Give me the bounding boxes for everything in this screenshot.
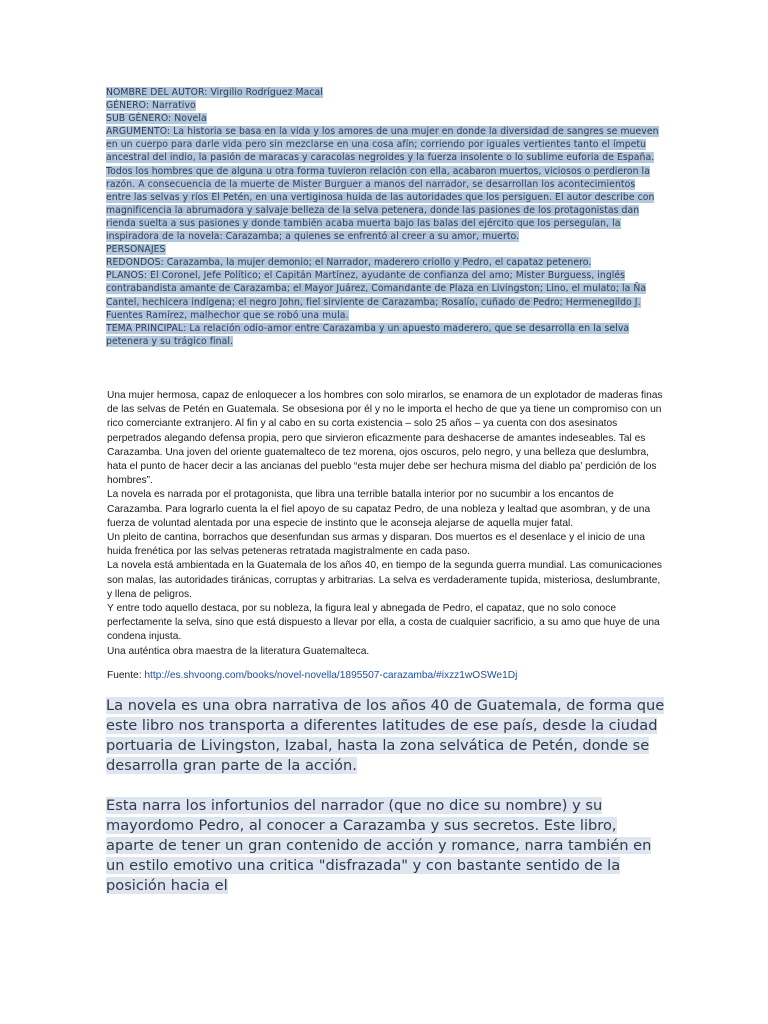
round-value: Carazamba, la mujer demonio; el Narrador, maderero criollo y Pedro, el capataz petenero. — [166, 257, 592, 269]
genre-line — [106, 99, 662, 112]
summary-paragraph-2 — [106, 796, 666, 896]
author-line — [106, 86, 662, 99]
flat-value: El Coronel, Jefe Político; el Capitán Martínez, ayudante de confianza del amo; Mister Burguess, inglés contrabandista amante de Carazamba; el Mayor Juárez, Comandante de Plaza en Livingston; Lino, el mulato; la Ña Cantel, hechicera indígena; el negro John, fiel sirviente de Carazamba; Rosalío, cuñado de Pedro; Hermenegildo J. Fuentes Ramírez, malhechor que se robó una mula. — [106, 270, 647, 321]
author-label: NOMBRE DEL AUTOR: — [106, 87, 208, 98]
argument-label: ARGUMENTO: — [106, 126, 171, 138]
source-link[interactable]: http://es.shvoong.com/books/novel-novella/1895507-carazamba/#ixzz1wOSWe1Dj — [144, 669, 518, 681]
flat-label: PLANOS: — [106, 270, 148, 282]
source-line — [107, 669, 667, 683]
review-paragraph-5: Y entre todo aquello destaca, por su nobleza, la figura leal y abnegada de Pedro, el capataz, que no solo conoce perfectamente la selva, sino que está dispuesto a llevar por ella, a costa de cualquier sacrificio, a su amo que huye de una condena injusta. — [107, 603, 660, 643]
theme-label: TEMA PRINCIPAL: — [106, 322, 187, 334]
argument-paragraph — [106, 125, 662, 243]
argument-value: La historia se basa en la vida y los amores de una mujer en donde la diversidad de sangres se mueven en un cuerpo para darle vida pero sin mezclarse en una cosa afín; corriendo por iguales vertientes tanto el ímpetu ancestral del indio, la pasión de maracas y caracolas negroides y la fuerza insolente o lo sublime euforia de España. Todos los hombres que de alguna u otra forma tuvieron relación con ella, acabaron muertos, viciosos o perdieron la razón. A consecuencia de la muerte de Mister Burguer a manos del narrador, se desarrollan los acontecimientos entre las selvas y ríos El Petén, en una vertiginosa huida de las autoridades que los persiguen. El autor describe con magnificencia la abrumadora y salvaje belleza de la selva petenera, donde las pasiones de los protagonistas dan rienda suelta a sus pasiones y donde también acaba muerta bajo las balas del ejército que los perseguían, la inspiradora de la novela: Carazamba; a quienes se enfrentó al creer a su amor, muerto. — [106, 126, 659, 243]
review-paragraph-2: La novela es narrada por el protagonista, que libra una terrible batalla interior por no sucumbir a los encantos de Carazamba. Para lograrlo cuenta la el fiel apoyo de su capataz Pedro, de una nobleza y lealtad que asombran, y de una fuerza de voluntad alentada por una especie de instinto que le aconseja alejarse de aquella mujer fatal. — [107, 489, 651, 529]
summary-paragraph-1-text: La novela es una obra narrativa de los años 40 de Guatemala, de forma que este libro nos transporta a diferentes latitudes de ese país, desde la ciudad portuaria de Livingston, Izabal, hasta la zona selvática de Petén, donde se desarrolla gran parte de la acción. — [106, 697, 665, 774]
theme-value: La relación odio-amor entre Carazamba y un apuesto maderero, que se desarrolla en la selva petenera y su trágico final. — [106, 322, 630, 347]
round-characters-line — [106, 256, 662, 269]
subgenre-label: SUB GÉNERO: — [106, 113, 172, 125]
author-value: Virgilio Rodríguez Macal — [210, 87, 323, 98]
round-label: REDONDOS: — [106, 257, 164, 269]
summary-paragraph-1 — [106, 696, 666, 776]
review-paragraph-4: La novela está ambientada en la Guatemala de los años 40, en tiempo de la segunda guerra mundial. Las comunicaciones son malas, las autoridades tiránicas, corruptas y arbitrarias. La selva es verdaderamente tupida, misteriosa, deslumbrante, y llena de peligros. — [107, 560, 663, 600]
review-paragraph-1: Una mujer hermosa, capaz de enloquecer a los hombres con solo mirarlos, se enamora de un explotador de maderas finas de las selvas de Petén en Guatemala. Se obsesiona por él y no le importa el hecho de que ya tiene un compromiso con un rico comerciante extranjero. Al fin y al cabo en su corta existencia – solo 25 años – ya cuenta con dos asesinatos perpetrados alegando defensa propia, pero que sirvieron eficazmente para deshacerse de amantes indeseables. Tal es Carazamba. Una joven del oriente guatemalteco de tez morena, ojos oscuros, pelo negro, y una belleza que deslumbra, hata el punto de hacer decir a las ancianas del pueblo “esta mujer debe ser hechura misma del diablo pa’ perdición de los hombres”. — [107, 390, 663, 487]
summary-paragraph-2-text: Esta narra los infortunios del narrador (que no dice su nombre) y su mayordomo Pedro, al conocer a Carazamba y sus secretos. Este libro, aparte de tener un gran contenido de acción y romance, narra también en un estilo emotivo una critica "disfrazada" y con bastante sentido de la posición hacia el — [106, 797, 652, 894]
subgenre-value: Novela — [174, 113, 207, 125]
book-info-block — [106, 86, 662, 348]
main-theme-paragraph — [106, 322, 662, 348]
characters-heading — [106, 243, 662, 256]
source-label: Fuente: — [107, 669, 145, 681]
characters-label: PERSONAJES — [106, 244, 166, 256]
subgenre-line — [106, 112, 662, 125]
genre-label: GÉNERO: — [106, 100, 150, 112]
review-paragraph-6: Una auténtica obra maestra de la literatura Guatemalteca. — [107, 645, 370, 657]
summary-block — [106, 696, 666, 916]
review-block — [107, 389, 667, 683]
genre-value: Narrativo — [152, 100, 196, 112]
review-paragraph-3: Un pleito de cantina, borrachos que desenfundan sus armas y disparan. Dos muertos es el desenlace y el inicio de una huida frenética por las selvas peteneras retratada magistralmente en cada paso. — [107, 532, 645, 558]
flat-characters-paragraph — [106, 269, 662, 321]
